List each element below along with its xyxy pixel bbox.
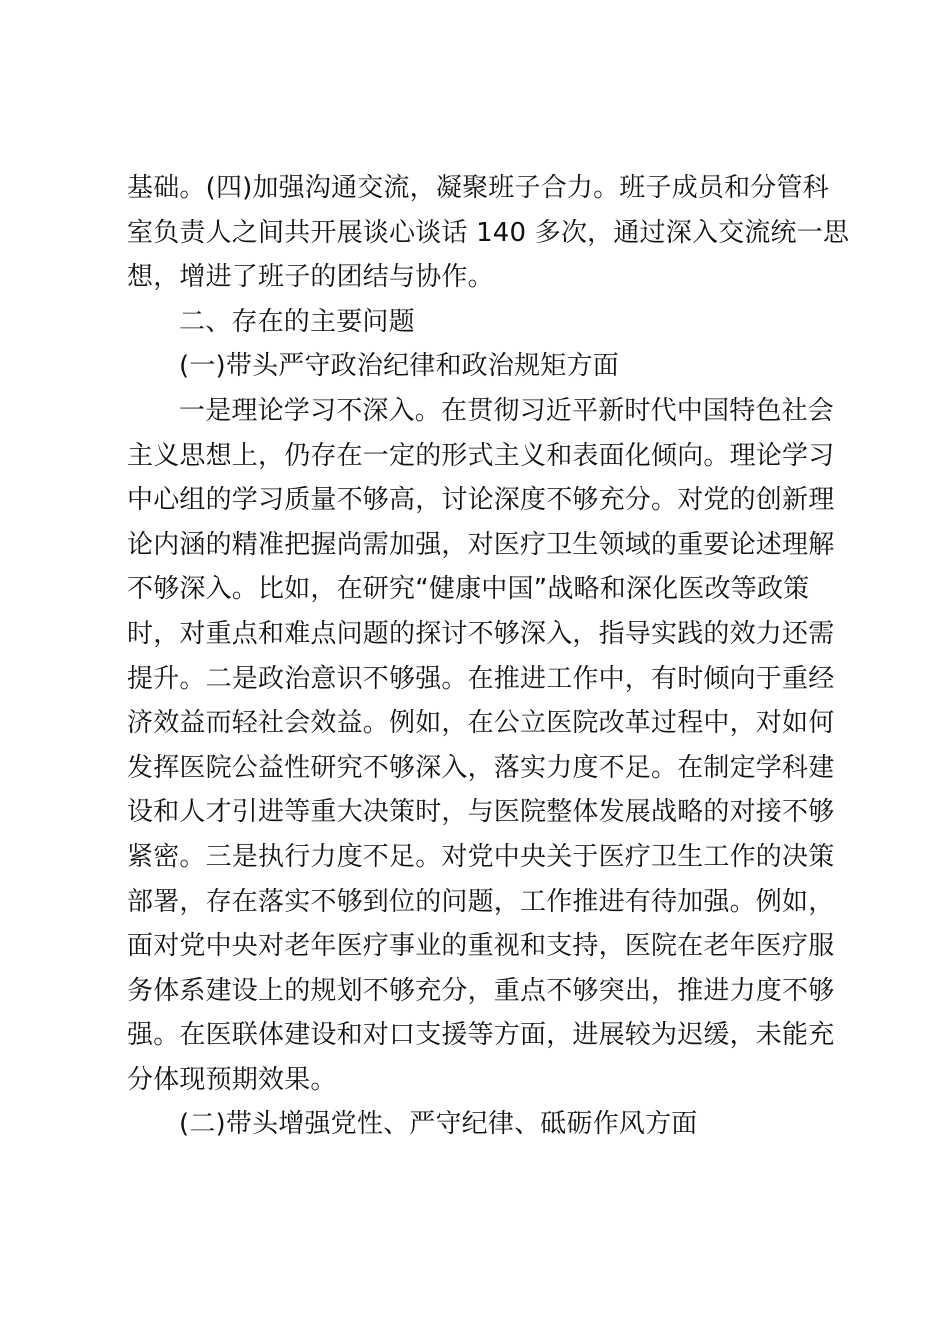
text-line: 分体现预期效果。	[127, 1064, 337, 1095]
subsection-heading: (一)带头严守政治纪律和政治规矩方面	[179, 351, 619, 382]
text-line: 室负责人之间共开展谈心谈话 140 多次，通过深入交流统一思	[127, 217, 850, 248]
text-line: 设和人才引进等重大决策时，与医院整体发展战略的对接不够	[127, 797, 835, 828]
text-line: 强。在医联体建设和对口支援等方面，进展较为迟缓，未能充	[127, 1020, 835, 1051]
text-line: 时，对重点和难点问题的探讨不够深入，指导实践的效力还需	[127, 618, 835, 649]
text-line: 面对党中央对老年医疗事业的重视和支持，医院在老年医疗服	[127, 931, 835, 962]
text-line: 济效益而轻社会效益。例如，在公立医院改革过程中，对如何	[127, 708, 835, 739]
text-line: 提升。二是政治意识不够强。在推进工作中，有时倾向于重经	[127, 663, 835, 694]
text-line: 不够深入。比如，在研究“健康中国”战略和深化医改等政策	[127, 574, 810, 605]
text-line: 中心组的学习质量不够高，讨论深度不够充分。对党的创新理	[127, 485, 835, 516]
text-line: 主义思想上，仍存在一定的形式主义和表面化倾向。理论学习	[127, 440, 835, 471]
text-line: 部署，存在落实不够到位的问题，工作推进有待加强。例如，	[127, 886, 835, 917]
paragraph-start: 一是理论学习不深入。在贯彻习近平新时代中国特色社会	[179, 395, 835, 426]
section-heading: 二、存在的主要问题	[179, 306, 415, 337]
text-line: 论内涵的精准把握尚需加强，对医疗卫生领域的重要论述理解	[127, 529, 835, 560]
text-line: 想，增进了班子的团结与协作。	[127, 262, 494, 293]
subsection-heading: (二)带头增强党性、严守纪律、砥砺作风方面	[179, 1109, 698, 1140]
text-line: 务体系建设上的规划不够充分，重点不够突出，推进力度不够	[127, 975, 835, 1006]
text-line: 发挥医院公益性研究不够深入，落实力度不足。在制定学科建	[127, 752, 835, 783]
text-line: 基础。(四)加强沟通交流，凝聚班子合力。班子成员和分管科	[127, 173, 829, 203]
text-line: 紧密。三是执行力度不足。对党中央关于医疗卫生工作的决策	[127, 841, 835, 872]
body-text	[127, 166, 850, 1147]
